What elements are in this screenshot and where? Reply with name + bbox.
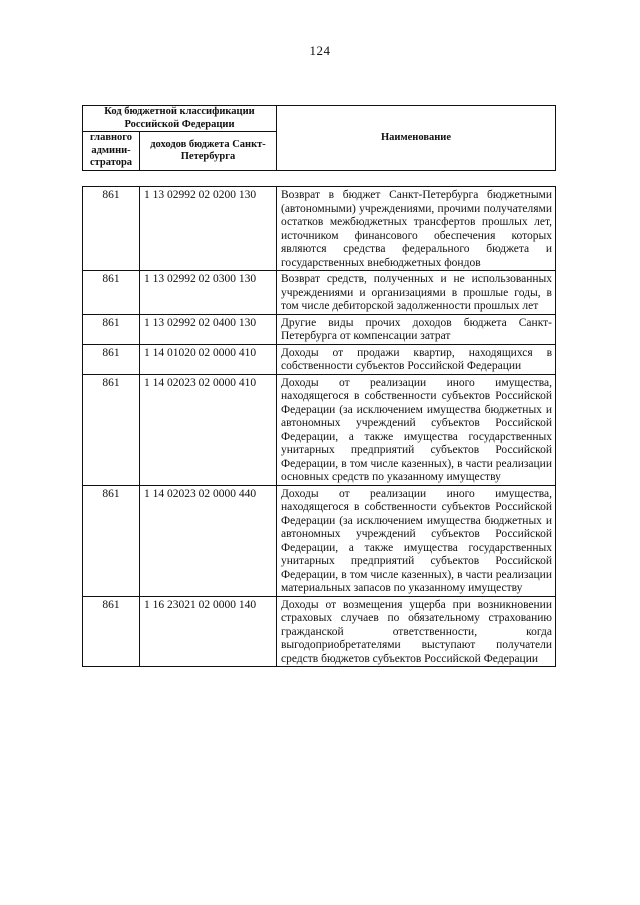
table-header [82,105,556,171]
table-row [83,314,556,344]
income-code-cell: 1 13 02992 02 0300 130 [140,271,277,315]
income-name-cell: Другие виды прочих доходов бюджета Санкт-Петербурга от компенсации затрат [277,314,556,344]
table-body [83,187,556,667]
table-row [83,187,556,271]
income-name-cell: Доходы от продажи квартир, находящихся в собственности субъектов Российской Федерации [277,344,556,374]
admin-code-cell: 861 [83,596,140,667]
table-row [83,344,556,374]
page-number: 124 [309,43,331,58]
income-column-header: доходов бюджета Санкт-Петербурга [140,132,277,171]
income-code-cell: 1 13 02992 02 0200 130 [140,187,277,271]
income-name-cell: Возврат средств, полученных и не использованных учреждениями и организациями в прошлые годы, в том числе дебиторской задолженности прошлых лет [277,271,556,315]
admin-code-cell: 861 [83,374,140,485]
income-code-cell: 1 14 01020 02 0000 410 [140,344,277,374]
income-code-cell: 1 14 02023 02 0000 410 [140,374,277,485]
income-name-cell: Доходы от реализации иного имущества, находящегося в собственности субъектов Российской Федерации (за исключением имущества бюджетных и автономных учреждений субъектов Российской Федерации, а также имущества государственных унитарных предприятий субъектов Российской Федерации, в том числе казенных), в части реализации основных средств по указанному имуществу [277,374,556,485]
income-code-cell: 1 13 02992 02 0400 130 [140,314,277,344]
classification-group-header: Код бюджетной классификации Российской Федерации [83,106,277,132]
income-name-cell: Доходы от возмещения ущерба при возникновении страховых случаев по обязательному страхованию гражданской ответственности, когда выгодоприобретателями выступают получатели средств бюджетов субъектов Российской Федерации [277,596,556,667]
income-code-cell: 1 16 23021 02 0000 140 [140,596,277,667]
admin-code-cell: 861 [83,271,140,315]
income-name-cell: Доходы от реализации иного имущества, находящегося в собственности субъектов Российской Федерации (за исключением имущества бюджетных и автономных учреждений субъектов Российской Федерации, а также имущества государственных унитарных предприятий субъектов Российской Федерации, в том числе казенных), в части реализации материальных запасов по указанному имуществу [277,485,556,596]
admin-code-cell: 861 [83,314,140,344]
table-row [83,485,556,596]
table-row [83,596,556,667]
admin-code-cell: 861 [83,187,140,271]
classification-table [82,186,556,667]
admin-code-cell: 861 [83,344,140,374]
income-name-cell: Возврат в бюджет Санкт-Петербурга бюджетными (автономными) учреждениями, прочими получателями остатков межбюджетных трансфертов прошлых лет, источником финансового обеспечения которых являются средства федерального бюджета и государственных внебюджетных фондов [277,187,556,271]
admin-column-header: главного админи-стратора [83,132,140,171]
table-row [83,374,556,485]
name-column-header: Наименование [277,106,556,171]
income-code-cell: 1 14 02023 02 0000 440 [140,485,277,596]
table-row [83,271,556,315]
admin-code-cell: 861 [83,485,140,596]
